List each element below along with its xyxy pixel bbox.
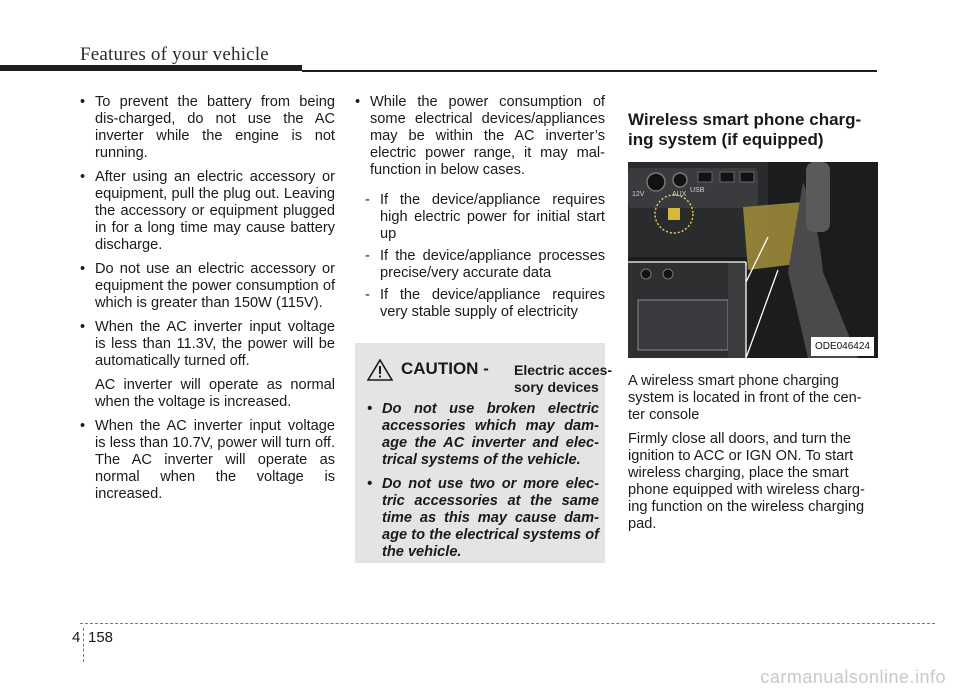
section-title-line1: Wireless smart phone charg- bbox=[628, 110, 862, 129]
wireless-charging-photo bbox=[628, 162, 878, 358]
left-column bbox=[80, 94, 335, 510]
caution-subtitle-line1: Electric acces- bbox=[514, 362, 613, 378]
right-column bbox=[628, 110, 878, 540]
section-title bbox=[628, 110, 878, 150]
case-stable-supply: - If the device/appliance requires very stable supply of electricity bbox=[355, 287, 605, 321]
label-aux: AUX bbox=[672, 191, 687, 198]
footer-separator bbox=[83, 628, 84, 662]
console-illustration bbox=[628, 162, 878, 358]
caution-item-broken-accessories: • Do not use broken electric accessories which may dam-age the AC inverter and elec-trical systems of the vehicle. bbox=[367, 401, 599, 469]
image-code: ODE046424 bbox=[811, 337, 874, 356]
caution-title: CAUTION - bbox=[401, 359, 489, 378]
page-header-title: Features of your vehicle bbox=[80, 44, 269, 65]
case-high-power: - If the device/appliance requires high electric power for initial start up bbox=[355, 192, 605, 243]
footer-rule bbox=[80, 623, 935, 624]
bullet-battery-discharge: • To prevent the battery from being dis-charged, do not use the AC inverter while the engine is not running. bbox=[80, 94, 335, 162]
bullet-very-low-voltage: • When the AC inverter input voltage is less than 10.7V, power will turn off. The AC inverter will operate as normal when the voltage is increased. bbox=[80, 418, 335, 503]
chapter-number: 4 bbox=[72, 629, 81, 646]
middle-column bbox=[355, 94, 605, 326]
caution-body bbox=[367, 401, 599, 568]
caution-subtitle-line2: sory devices bbox=[514, 379, 599, 395]
bullet-power-limit: • Do not use an electric accessory or equipment the power consumption of which is greater than 150W (115V). bbox=[80, 261, 335, 312]
caution-item-multiple-accessories: • Do not use two or more elec-tric accessories at the same time as this may cause dam-age to the electrical systems of the vehicle. bbox=[367, 476, 599, 561]
label-12v: 12V bbox=[632, 191, 645, 198]
paragraph-instructions: Firmly close all doors, and turn the ignition to ACC or IGN ON. To start wireless charging, place the smart phone equipped with wireless charg-ing function on the wireless charging pad. bbox=[628, 431, 865, 532]
paragraph-location: A wireless smart phone charging system is located in front of the cen-ter console bbox=[628, 373, 862, 423]
bullet-malfunction-cases: • While the power consumption of some electrical devices/appliances may be within the AC inverter’s electric power range, it may mal-function in below cases. bbox=[355, 94, 605, 179]
header-rule-thin bbox=[302, 70, 877, 72]
header-rule-thick bbox=[0, 65, 302, 71]
section-title-line2: ing system (if equipped) bbox=[628, 130, 824, 149]
bullet-low-voltage-note: AC inverter will operate as normal when the voltage is increased. bbox=[95, 377, 335, 410]
label-usb: USB bbox=[690, 187, 705, 194]
warning-triangle-icon bbox=[367, 359, 393, 381]
watermark-text: carmanualsonline.info bbox=[760, 667, 946, 687]
bullet-low-voltage-cutoff: • When the AC inverter input voltage is less than 11.3V, the power will be automatically turned off. bbox=[80, 319, 335, 370]
bullet-unplug-accessory: • After using an electric accessory or equipment, pull the plug out. Leaving the accessory or equipment plugged in for a long time may cause battery discharge. bbox=[80, 169, 335, 254]
case-precise-data: - If the device/appliance processes precise/very accurate data bbox=[355, 248, 605, 282]
caution-box bbox=[355, 343, 613, 563]
page-number: 158 bbox=[88, 629, 114, 646]
